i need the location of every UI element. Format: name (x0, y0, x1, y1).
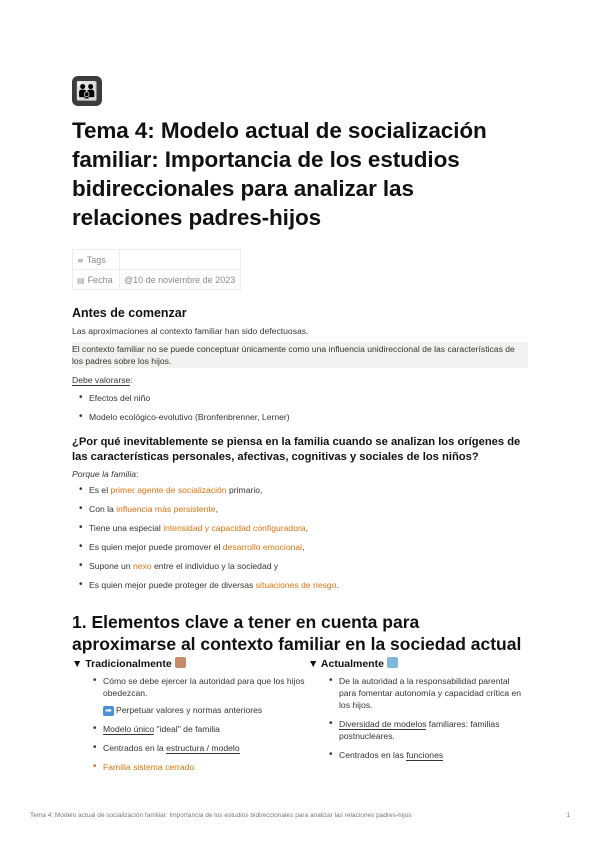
familia-list (72, 484, 528, 591)
paragraph-aproximaciones: Las aproximaciones al contexto familiar han sido defectuosas. (72, 326, 309, 336)
property-row-tags (73, 250, 241, 270)
column-actualmente (308, 657, 528, 780)
list-item: • Centrados en la estructura / modelo (103, 742, 308, 754)
list-item: • Cómo se debe ejercer la autoridad para que los hijos obedezcan. (103, 675, 308, 699)
family-emoji-icon: 👪 (72, 76, 102, 106)
paragraph-valorarse: Debe valorarse: (72, 375, 133, 385)
date-value[interactable]: @10 de noviembre de 2023 (120, 270, 241, 290)
footer-title: Tema 4: Modelo actual de socialización familiar: Importancia de los estudios bidireccionales para analizar las relaciones padres-hijos (30, 812, 412, 819)
toggle-tradicionalmente[interactable]: ▼ Tradicionalmente (72, 657, 308, 670)
list-item: • Modelo único "ideal" de familia (103, 723, 308, 735)
calendar-icon: ▤ (77, 275, 85, 285)
toggle-actualmente[interactable]: ▼ Actualmente (308, 657, 528, 670)
section-heading-question: ¿Por qué inevitablemente se piensa en la familia cuando se analizan los orígenes de las características personales, afectivas, cognitivas y sociales de los niños? (72, 436, 521, 463)
column-tradicionalmente (72, 657, 308, 780)
paragraph-contexto: El contexto familiar no se puede conceptuar únicamente como una influencia unidireccional de las características de los padres sobre los hijos. (72, 342, 528, 368)
date-key: ▤ Fecha (73, 270, 120, 290)
section-heading-elementos: 1. Elementos clave a tener en cuenta para aproximarse al contexto familiar en la sociedad actual (72, 612, 522, 654)
list-icon: ≡ (77, 255, 84, 265)
list-item: • Efectos del niño (89, 392, 528, 404)
list-item: • Es quien mejor puede proteger de diversas situaciones de riesgo. (89, 579, 528, 591)
list-item: • Supone un nexo entre el individuo y la sociedad y (89, 560, 528, 572)
tags-key: ≡ Tags (73, 250, 120, 270)
list-item: • Familia sistema cerrado (103, 761, 308, 773)
page-number: 1 (566, 812, 570, 819)
properties-table (72, 249, 241, 290)
arrow-right-icon: ➡ (103, 706, 114, 716)
valorarse-list (72, 392, 528, 423)
list-item: • De la autoridad a la responsabilidad parental para fomentar autonomía y capacidad crítica en los hijos. (339, 675, 528, 711)
page-title: Tema 4: Modelo actual de socialización familiar: Importancia de los estudios bidireccionales para analizar las relaciones padres-hijos (72, 118, 487, 230)
list-item: • Es el primer agente de socialización primario, (89, 484, 528, 496)
list-item: • Diversidad de modelos familiares: familias postnucleares. (339, 718, 528, 742)
property-row-date (73, 270, 241, 290)
comparison-columns (72, 657, 528, 780)
list-item: • Es quien mejor puede promover el desarrollo emocional, (89, 541, 528, 553)
list-item: • Centrados en las funciones (339, 749, 528, 761)
list-item: • Tiene una especial intensidad y capacidad configuradora, (89, 522, 528, 534)
castle-emoji-icon (175, 657, 186, 668)
sub-item-perpetuar: ➡ Perpetuar valores y normas anteriores (103, 704, 308, 716)
tags-value[interactable] (120, 250, 241, 270)
list-item: • Modelo ecológico-evolutivo (Bronfenbrenner, Lerner) (89, 411, 528, 423)
section-heading-antes: Antes de comenzar (72, 306, 187, 320)
city-emoji-icon (387, 657, 398, 668)
page-content (72, 76, 528, 780)
porque-label: Porque la familia: (72, 469, 139, 479)
page-footer (30, 812, 570, 819)
list-item: • Con la influencia más persistente, (89, 503, 528, 515)
